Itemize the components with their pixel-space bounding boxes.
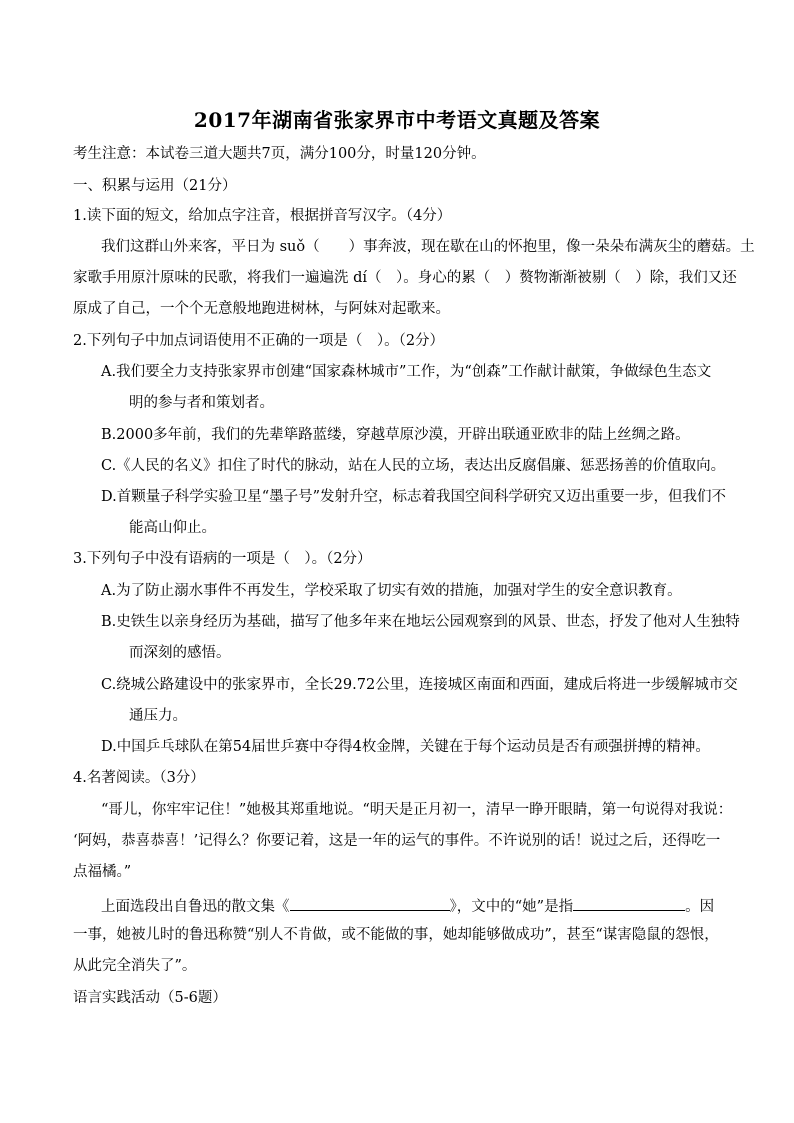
- question-1-stem: 1.读下面的短文，给加点字注音，根据拼音写汉字。（4分）: [73, 208, 452, 224]
- question-2-option-b: B.2000多年前，我们的先辈筚路蓝缕，穿越草原沙漠，开辟出联通亚欧非的陆上丝绸之路。: [101, 427, 690, 443]
- question-3-option-b: B.史铁生以亲身经历为基础，描写了他多年来在地坛公园观察到的风景、世态，抒发了他对人生独特: [101, 614, 740, 630]
- question-3-option-b-cont: 而深刻的感悟。: [129, 645, 231, 661]
- question-4-stem: 4.名著阅读。（3分）: [73, 770, 205, 786]
- question-4-fill-line: [101, 894, 714, 917]
- question-2-option-a-cont: 明的参与者和策划者。: [129, 395, 274, 411]
- question-4-prompt-a: 上面选段出自鲁迅的散文集《: [101, 899, 290, 915]
- question-2-option-d-cont: 能高山仰止。: [129, 520, 216, 536]
- question-3-option-c-cont: 通压力。: [129, 708, 187, 724]
- section-heading-practice: 语言实践活动（5-6题）: [73, 990, 227, 1006]
- answer-blank-person[interactable]: [573, 894, 685, 911]
- question-3-option-a: A.为了防止溺水事件不再发生，学校采取了切实有效的措施，加强对学生的安全意识教育。: [101, 583, 682, 599]
- question-1-passage-line: 家歌手用原汁原味的民歌，将我们一遍遍洗 dí（ ）。身心的累（ ）赘物渐渐被剔（ ）除，我们又还: [73, 270, 737, 286]
- question-4-excerpt-line: “哥儿，你牢牢记住！”她极其郑重地说。“明天是正月初一，清早一睁开眼睛，第一句说得对我说：: [101, 802, 733, 818]
- section-heading: 一、积累与运用（21分）: [73, 178, 237, 194]
- exam-notice: 考生注意：本试卷三道大题共7页，满分100分，时量120分钟。: [73, 146, 486, 162]
- question-3-stem: 3.下列句子中没有语病的一项是（ ）。（2分）: [73, 551, 372, 567]
- question-2-option-d: D.首颗量子科学实验卫星“墨子号”发射升空，标志着我国空间科学研究又迈出重要一步，但我们不: [101, 489, 727, 505]
- question-4-prompt-line: 从此完全消失了”。: [73, 958, 197, 974]
- question-4-excerpt-line: 点福橘。”: [73, 864, 132, 880]
- page-title: 2017年湖南省张家界市中考语文真题及答案: [193, 108, 601, 132]
- answer-blank-collection[interactable]: [290, 894, 450, 911]
- question-2-option-a: A.我们要全力支持张家界市创建“国家森林城市”工作，为“创森”工作献计献策，争做绿色生态文: [101, 364, 712, 380]
- question-4-prompt-line: 一事，她被儿时的鲁迅称赞“别人不肯做，或不能做的事，她却能够做成功”，甚至“谋害隐鼠的怨恨，: [73, 927, 719, 943]
- question-4-prompt-c: 。因: [685, 899, 715, 915]
- question-1-passage-line: 我们这群山外来客，平日为 suǒ（ ）事奔波，现在歇在山的怀抱里，像一朵朵布满灰尘的蘑菇。土: [101, 239, 755, 255]
- question-4-prompt-b: 》，文中的“她”是指: [449, 899, 574, 915]
- question-4-excerpt-line: ‘阿妈，恭喜恭喜！’记得么？你要记着，这是一年的运气的事件。不许说别的话！说过之后，还得吃一: [73, 833, 721, 849]
- question-3-option-c: C.绕城公路建设中的张家界市，全长29.72公里，连接城区南面和西面，建成后将进一步缓解城市交: [101, 677, 738, 693]
- question-2-option-c: C.《人民的名义》扣住了时代的脉动，站在人民的立场，表达出反腐倡廉、惩恶扬善的价值取向。: [101, 458, 726, 474]
- question-1-passage-line: 原成了自己，一个个无意般地跑进树林，与阿妹对起歌来。: [73, 301, 450, 317]
- question-2-stem: 2.下列句子中加点词语使用不正确的一项是（ ）。（2分）: [73, 333, 445, 349]
- question-3-option-d: D.中国乒乓球队在第54届世乒赛中夺得4枚金牌，关键在于每个运动员是否有顽强拼搏的精神。: [101, 739, 710, 755]
